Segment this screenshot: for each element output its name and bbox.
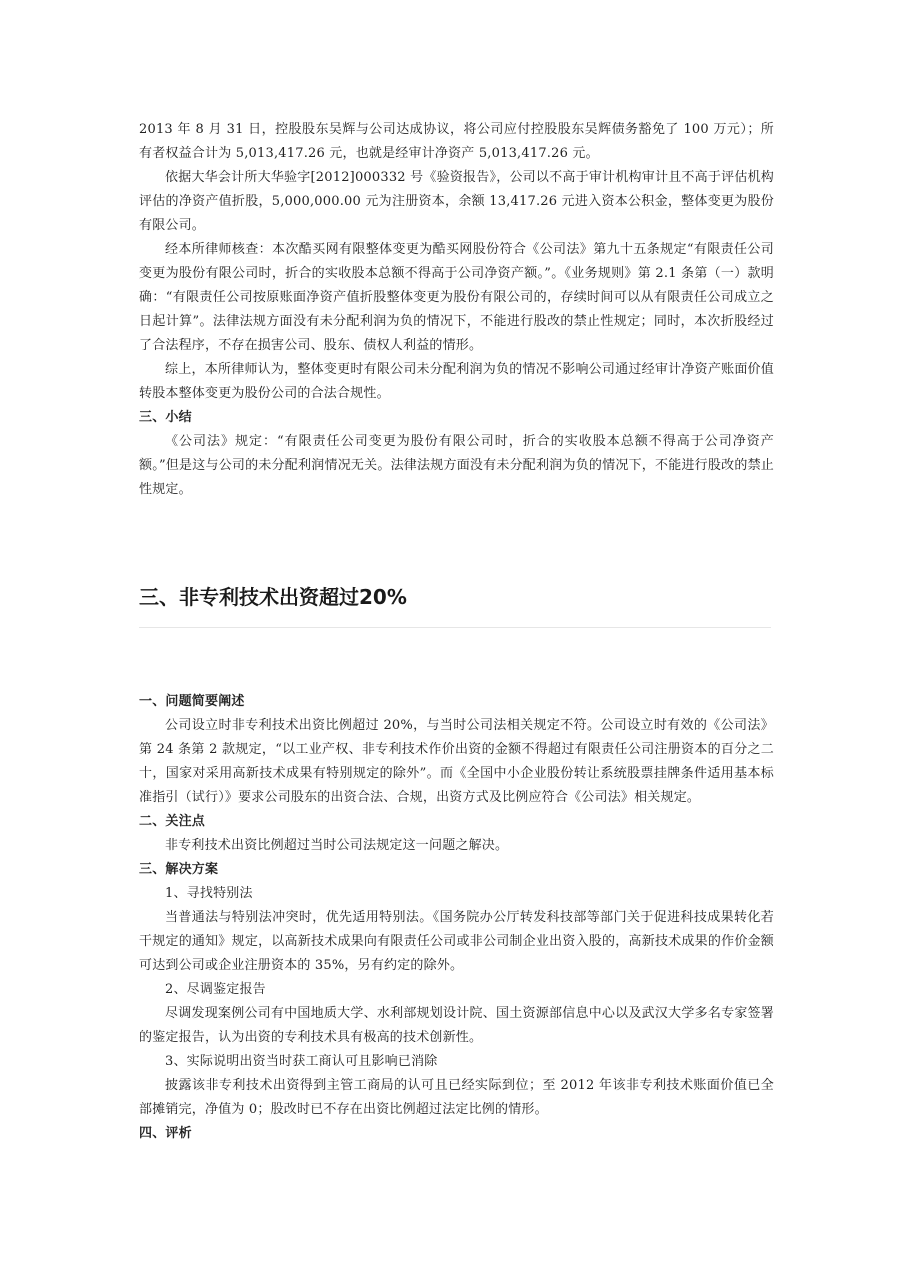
- heading-problem-statement: 一、问题简要阐述: [139, 694, 245, 709]
- subheading-due-diligence-report: 2、尽调鉴定报告: [165, 982, 266, 997]
- paragraph-equity-total: 2013 年 8 月 31 日，控股股东吴辉与公司达成协议，将公司应付控股股东吴辉债务豁免了 100 万元）；所有者权益合计为 5,013,417.26 元，也就是经审计净资产 5,013,417.26 元。: [139, 122, 774, 161]
- paragraph-focus-point: 非专利技术出资比例超过当时公司法规定这一问题之解决。: [165, 838, 509, 853]
- section-title: 三、非专利技术出资超过20%: [139, 585, 407, 609]
- subheading-approval-explanation: 3、实际说明出资当时获工商认可且影响已消除: [165, 1054, 438, 1069]
- section-body: [139, 690, 774, 1146]
- paragraph-capital-verification: 依据大华会计所大华验字[2012]000332 号《验资报告》，公司以不高于审计机构审计且不高于评估机构评估的净资产值折股，5,000,000.00 元为注册资本，余额 13,417.26 元进入资本公积金，整体变更为股份有限公司。: [139, 170, 774, 233]
- heading-summary: 三、小结: [139, 410, 192, 425]
- paragraph-due-diligence-report: 尽调发现案例公司有中国地质大学、水利部规划设计院、国土资源部信息中心以及武汉大学多名专家签署的鉴定报告，认为出资的专利技术具有极高的技术创新性。: [139, 1006, 774, 1045]
- heading-solution: 三、解决方案: [139, 862, 219, 877]
- heading-analysis: 四、评析: [139, 1126, 192, 1141]
- paragraph-lawyer-conclusion: 综上，本所律师认为，整体变更时有限公司未分配利润为负的情况不影响公司通过经审计净资产账面价值转股本整体变更为股份公司的合法合规性。: [139, 362, 774, 401]
- paragraph-special-law: 当普通法与特别法冲突时，优先适用特别法。《国务院办公厅转发科技部等部门关于促进科技成果转化若干规定的通知》规定，以高新技术成果向有限责任公司或非公司制企业出资入股的，高新技术成果的作价金额可达到公司或企业注册资本的 35%，另有约定的除外。: [139, 910, 774, 973]
- paragraph-summary: 《公司法》规定：“有限责任公司变更为股份有限公司时，折合的实收股本总额不得高于公司净资产额。”但是这与公司的未分配利润情况无关。法律法规方面没有未分配利润为负的情况下，不能进行股改的禁止性规定。: [139, 434, 774, 497]
- paragraph-problem-statement: 公司设立时非专利技术出资比例超过 20%，与当时公司法相关规定不符。公司设立时有效的《公司法》第 24 条第 2 款规定，“以工业产权、非专利技术作价出资的金额不得超过有限责任公司注册资本的百分之二十，国家对采用高新技术成果有特别规定的除外”。而《全国中小企业股份转让系统股票挂牌条件适用基本标准指引（试行）》要求公司股东的出资合法、合规，出资方式及比例应符合《公司法》相关规定。: [139, 718, 774, 805]
- previous-section-continuation: [139, 118, 774, 502]
- subheading-special-law: 1、寻找特别法: [165, 886, 253, 901]
- heading-focus-point: 二、关注点: [139, 814, 206, 829]
- paragraph-approval-explanation: 披露该非专利技术出资得到主管工商局的认可且已经实际到位；至 2012 年该非专利技术账面价值已全部摊销完，净值为 0；股改时已不存在出资比例超过法定比例的情形。: [139, 1078, 774, 1117]
- paragraph-lawyer-review: 经本所律师核查：本次酷买网有限整体变更为酷买网股份符合《公司法》第九十五条规定“有限责任公司变更为股份有限公司时，折合的实收股本总额不得高于公司净资产额。”。《业务规则》第 2.1 条第（一）款明确：“有限责任公司按原账面净资产值折股整体变更为股份有限公司的，存续时间可以从有限责任公司成立之日起计算”。法律法规方面没有未分配利润为负的情况下，不能进行股改的禁止性规定；同时，本次折股经过了合法程序，不存在损害公司、股东、债权人利益的情形。: [139, 242, 774, 353]
- section-divider: [139, 627, 771, 628]
